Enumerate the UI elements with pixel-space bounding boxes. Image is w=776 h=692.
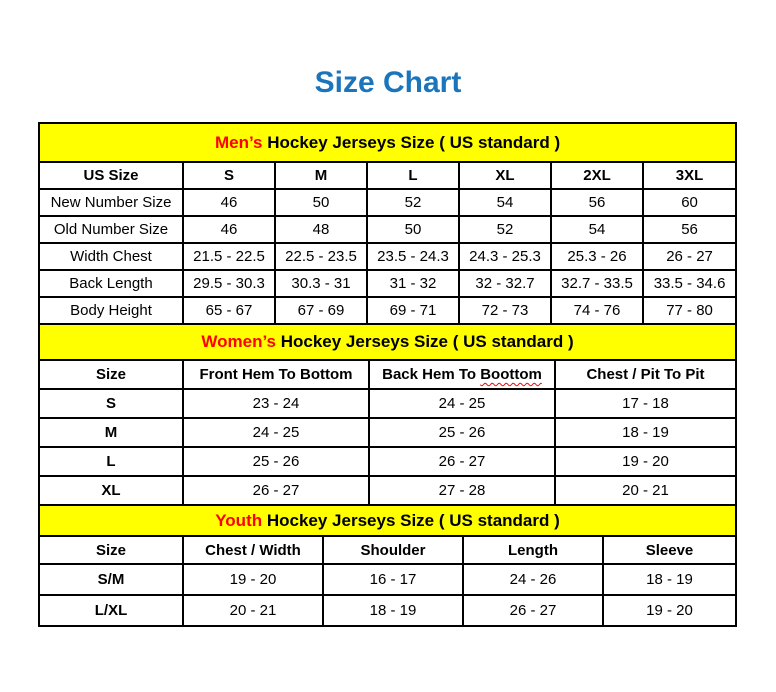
cell: 18 - 19 [603,564,736,595]
cell: 18 - 19 [323,595,463,626]
cell: 50 [367,216,459,243]
youth-table-banner [39,505,736,536]
mens-header-row [39,162,736,189]
column-header: S [183,162,275,189]
table-row [39,389,736,418]
cell: 56 [643,216,736,243]
mens-banner-text: Hockey Jerseys Size ( US standard ) [262,132,561,152]
cell: 25 - 26 [183,447,369,476]
table-row [39,270,736,297]
cell: 67 - 69 [275,297,367,324]
youth-banner-text: Hockey Jerseys Size ( US standard ) [262,510,560,530]
cell: 48 [275,216,367,243]
cell: 20 - 21 [555,476,736,505]
row-label: Old Number Size [39,216,183,243]
column-header: Size [39,536,183,564]
cell: 21.5 - 22.5 [183,243,275,270]
youth-banner-highlight: Youth [215,510,263,530]
cell: 22.5 - 23.5 [275,243,367,270]
cell: 24.3 - 25.3 [459,243,551,270]
misspelled-word: Boottom [480,366,542,383]
cell: 19 - 20 [183,564,323,595]
row-label: M [39,418,183,447]
row-label: S/M [39,564,183,595]
cell: 65 - 67 [183,297,275,324]
cell: 29.5 - 30.3 [183,270,275,297]
column-header: US Size [39,162,183,189]
cell: 23.5 - 24.3 [367,243,459,270]
table-row [39,595,736,626]
column-header: Length [463,536,603,564]
mens-banner-highlight: Men’s [214,132,263,152]
mens-table-banner [39,123,736,162]
cell: 77 - 80 [643,297,736,324]
cell: 20 - 21 [183,595,323,626]
cell: 17 - 18 [555,389,736,418]
youth-size-table [38,504,737,627]
table-row [39,447,736,476]
cell: 26 - 27 [463,595,603,626]
cell: 54 [459,189,551,216]
womens-header-row [39,360,736,389]
column-header: Sleeve [603,536,736,564]
row-label: Body Height [39,297,183,324]
row-label: New Number Size [39,189,183,216]
cell: 27 - 28 [369,476,555,505]
womens-table-banner-row [39,324,736,360]
cell: 46 [183,189,275,216]
row-label: L/XL [39,595,183,626]
womens-size-table [38,323,737,506]
cell: 23 - 24 [183,389,369,418]
cell: 30.3 - 31 [275,270,367,297]
cell: 56 [551,189,643,216]
column-header: 2XL [551,162,643,189]
cell: 32.7 - 33.5 [551,270,643,297]
cell: 18 - 19 [555,418,736,447]
cell: 52 [367,189,459,216]
row-label: S [39,389,183,418]
cell: 46 [183,216,275,243]
cell: 19 - 20 [555,447,736,476]
cell: 32 - 32.7 [459,270,551,297]
cell: 19 - 20 [603,595,736,626]
column-header: Shoulder [323,536,463,564]
table-row [39,189,736,216]
cell: 26 - 27 [183,476,369,505]
cell: 26 - 27 [369,447,555,476]
cell: 25.3 - 26 [551,243,643,270]
column-header: Chest / Pit To Pit [555,360,736,389]
column-header: Size [39,360,183,389]
mens-table-banner-row [39,123,736,162]
cell: 24 - 25 [369,389,555,418]
row-label: XL [39,476,183,505]
column-header: XL [459,162,551,189]
column-header: Chest / Width [183,536,323,564]
table-row [39,243,736,270]
row-label: Back Length [39,270,183,297]
page-title: Size Chart [314,66,462,99]
youth-header-row [39,536,736,564]
table-row [39,216,736,243]
youth-table-banner-row [39,505,736,536]
column-header: L [367,162,459,189]
cell: 24 - 25 [183,418,369,447]
table-row [39,476,736,505]
cell: 16 - 17 [323,564,463,595]
table-row [39,418,736,447]
table-row [39,564,736,595]
cell: 74 - 76 [551,297,643,324]
column-header [369,360,555,389]
cell: 24 - 26 [463,564,603,595]
cell: 25 - 26 [369,418,555,447]
column-header: Front Hem To Bottom [183,360,369,389]
cell: 72 - 73 [459,297,551,324]
mens-size-table [38,122,737,325]
cell: 26 - 27 [643,243,736,270]
row-label: Width Chest [39,243,183,270]
cell: 52 [459,216,551,243]
womens-banner-text: Hockey Jerseys Size ( US standard ) [276,332,574,351]
column-header-text: Back Hem To [382,366,481,383]
column-header: M [275,162,367,189]
row-label: L [39,447,183,476]
cell: 50 [275,189,367,216]
cell: 60 [643,189,736,216]
table-row [39,297,736,324]
cell: 33.5 - 34.6 [643,270,736,297]
column-header: 3XL [643,162,736,189]
womens-table-banner [39,324,736,360]
cell: 31 - 32 [367,270,459,297]
cell: 54 [551,216,643,243]
cell: 69 - 71 [367,297,459,324]
size-chart-container [38,122,735,627]
womens-banner-highlight: Women’s [201,332,276,351]
